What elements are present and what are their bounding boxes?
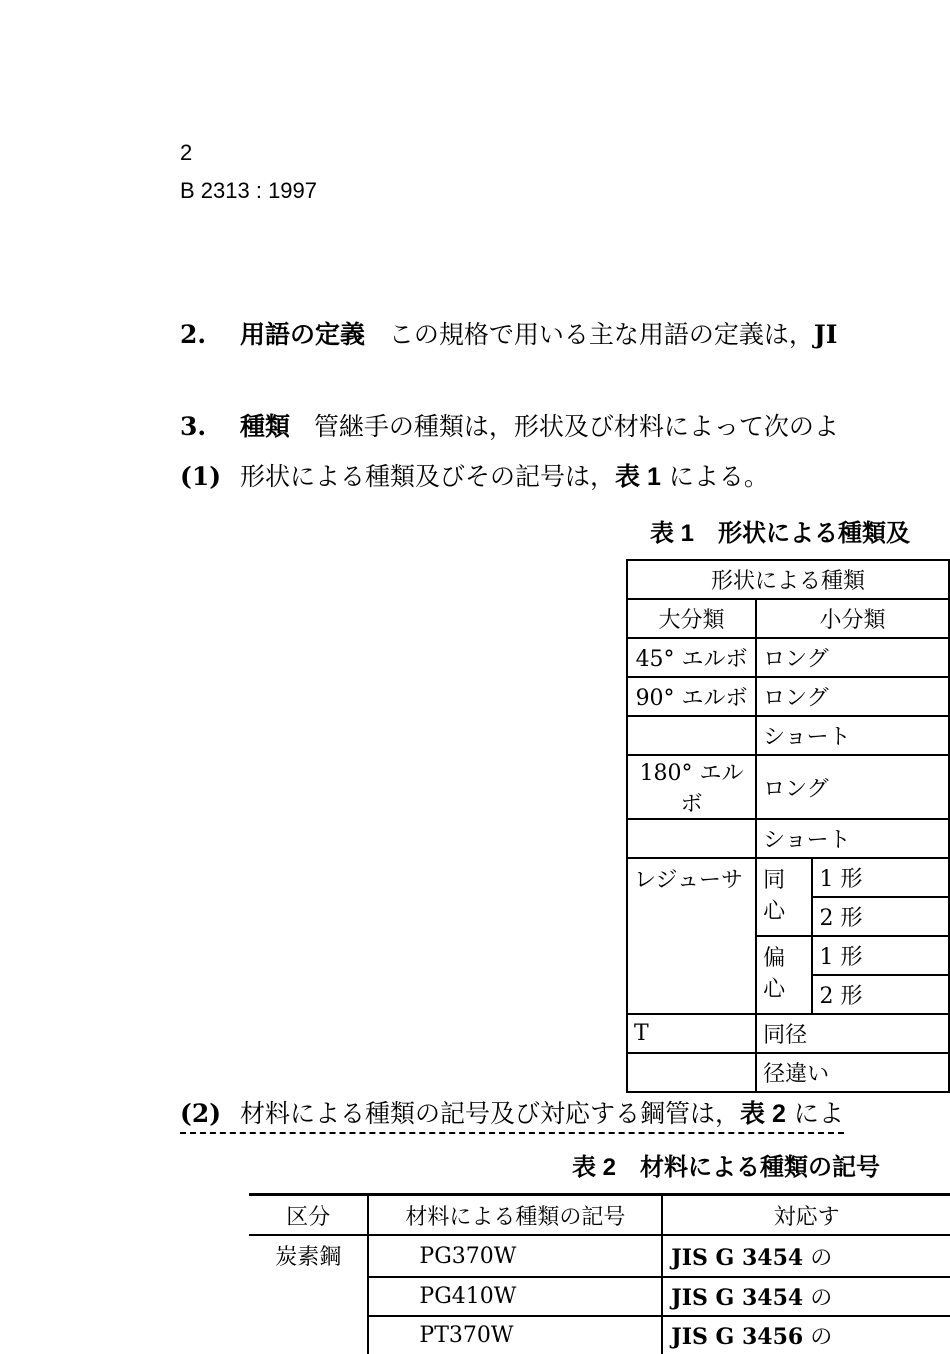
- table2-pipe: [662, 1235, 950, 1277]
- standard-ref: JIS G 3454: [671, 1244, 804, 1271]
- table2: [249, 1193, 950, 1354]
- table1-cell: レジューサ: [627, 858, 756, 1014]
- table-row: [249, 1235, 950, 1277]
- item-text: 材料による種類の記号及び対応する鋼管は，: [240, 1099, 741, 1128]
- standard-ref: JIS G 3454: [671, 1285, 804, 1311]
- table2-pipe: [662, 1277, 950, 1316]
- table-row: [627, 755, 949, 819]
- table1: [626, 559, 950, 1093]
- table-row: [627, 677, 949, 716]
- table1-cell: 同径: [756, 1014, 949, 1053]
- table2-category-empty: [249, 1277, 368, 1316]
- table-row: [627, 716, 949, 755]
- section-3: [180, 407, 839, 443]
- table1-cell: ロング: [756, 638, 949, 677]
- table1-col-major: 大分類: [627, 599, 756, 638]
- table1-cell: 2 形: [812, 975, 949, 1014]
- table2-pipe: [662, 1316, 950, 1354]
- section-title: 用語の定義: [240, 321, 366, 349]
- standard-ref: JI: [813, 320, 838, 349]
- pipe-text: の: [810, 1286, 833, 1311]
- table1-cell: [627, 716, 756, 755]
- item-number: (2): [180, 1099, 222, 1128]
- pipe-text: の: [810, 1325, 833, 1350]
- standard-ref: JIS G 3456: [671, 1324, 804, 1350]
- table2-symbol: PG370W: [368, 1235, 662, 1277]
- table1-cell: [627, 819, 756, 858]
- item-number: (1): [180, 462, 222, 491]
- table-row: [627, 819, 949, 858]
- table2-category: 炭素鋼: [249, 1235, 368, 1277]
- table1-cell: 90° エルボ: [627, 677, 756, 716]
- table2-header-category: 区分: [249, 1195, 368, 1236]
- table1-cell: ロング: [756, 677, 949, 716]
- item-2: [180, 1094, 844, 1134]
- table1-cell: 2 形: [812, 897, 949, 936]
- table1-col-minor: 小分類: [756, 599, 949, 638]
- table2-header-symbol: 材料による種類の記号: [368, 1195, 662, 1236]
- table1-header-group: 形状による種類: [627, 560, 949, 599]
- table-row: [627, 1014, 949, 1053]
- table-row: [627, 638, 949, 677]
- section-title: 種類: [240, 413, 291, 441]
- table1-cell: 45° エルボ: [627, 638, 756, 677]
- item-text: 形状による種類及びその記号は，: [240, 462, 616, 491]
- table1-cell: 径違い: [756, 1053, 949, 1092]
- standard-id: B 2313 : 1997: [180, 178, 318, 203]
- table1-caption: 表 1 形状による種類及: [650, 520, 911, 547]
- table-row: [249, 1277, 950, 1316]
- table2-category-empty: [249, 1316, 368, 1354]
- table1-cell: 1 形: [812, 858, 949, 897]
- table2-caption: 表 2 材料による種類の記号: [572, 1154, 881, 1181]
- section-text: この規格で用いる主な用語の定義は，: [388, 320, 814, 349]
- table1-cell: ショート: [756, 819, 949, 858]
- section-number: 2.: [180, 320, 207, 349]
- section-2: [180, 315, 837, 351]
- page-number: 2: [180, 140, 193, 165]
- table1-cell: [627, 1053, 756, 1092]
- table-row: [627, 858, 949, 897]
- table2-symbol: PG410W: [368, 1277, 662, 1316]
- table1-cell: 偏心: [756, 936, 812, 1014]
- item-text-after: によ: [793, 1099, 844, 1128]
- table-row: [249, 1316, 950, 1354]
- table-row: [627, 1053, 949, 1092]
- item-text-after: による。: [668, 462, 769, 491]
- table1-cell: ショート: [756, 716, 949, 755]
- section-text: 管継手の種類は，形状及び材料によって次のよ: [313, 412, 839, 441]
- table1-cell: 1 形: [812, 936, 949, 975]
- table1-cell: 同心: [756, 858, 812, 936]
- table-ref[interactable]: 表 2: [740, 1100, 786, 1128]
- table2-header-pipe: 対応す: [662, 1195, 950, 1236]
- item-1: [180, 457, 769, 493]
- table-ref[interactable]: 表 1: [615, 463, 661, 491]
- table1-cell: 180° エルボ: [627, 755, 756, 819]
- table1-cell: ロング: [756, 755, 949, 819]
- pipe-text: の: [810, 1245, 833, 1271]
- table2-symbol: PT370W: [368, 1316, 662, 1354]
- section-number: 3.: [180, 412, 207, 441]
- table1-cell: T: [627, 1014, 756, 1053]
